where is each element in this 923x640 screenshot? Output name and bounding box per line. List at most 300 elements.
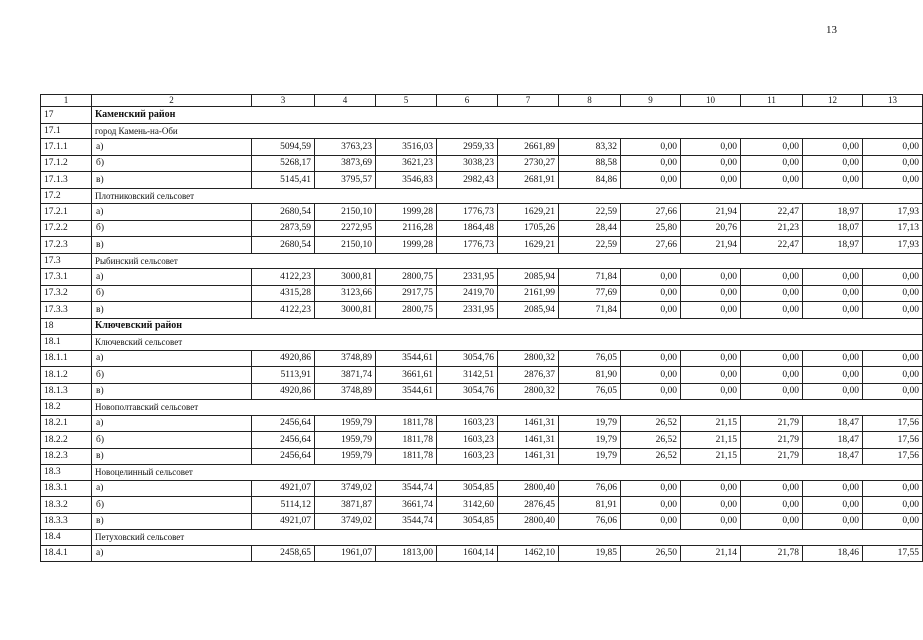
value-cell: 0,00: [681, 513, 741, 530]
value-cell: 2982,43: [437, 172, 498, 189]
value-cell: 21,79: [741, 415, 803, 432]
row-variant-label: в): [92, 513, 252, 530]
value-cell: 3621,23: [376, 155, 437, 172]
value-cell: 22,47: [741, 237, 803, 254]
row-code: 18.2.1: [41, 415, 92, 432]
value-cell: 1461,31: [498, 448, 559, 465]
value-cell: 1603,23: [437, 448, 498, 465]
value-cell: 3544,74: [376, 513, 437, 530]
row-variant-label: а): [92, 545, 252, 562]
value-cell: 0,00: [863, 139, 923, 156]
value-cell: 2116,28: [376, 220, 437, 237]
value-cell: 3054,76: [437, 383, 498, 400]
value-cell: 0,00: [681, 172, 741, 189]
value-cell: 2680,54: [252, 237, 315, 254]
value-cell: 28,44: [559, 220, 621, 237]
value-cell: 4122,23: [252, 269, 315, 286]
value-cell: 0,00: [621, 367, 681, 384]
row-variant-label: а): [92, 269, 252, 286]
value-cell: 5114,12: [252, 497, 315, 514]
value-cell: 0,00: [681, 285, 741, 302]
value-cell: 18,47: [803, 432, 863, 449]
value-cell: 17,93: [863, 237, 923, 254]
value-cell: 0,00: [741, 480, 803, 497]
table-row: [41, 220, 923, 237]
value-cell: 1603,23: [437, 415, 498, 432]
value-cell: 71,84: [559, 302, 621, 319]
value-cell: 1961,07: [315, 545, 376, 562]
value-cell: 0,00: [621, 513, 681, 530]
district-row: [41, 107, 923, 124]
value-cell: 21,15: [681, 448, 741, 465]
settlement-name: город Камень-на-Оби: [92, 123, 923, 139]
value-cell: 3661,61: [376, 367, 437, 384]
row-variant-label: б): [92, 367, 252, 384]
value-cell: 5268,17: [252, 155, 315, 172]
value-cell: 17,55: [863, 545, 923, 562]
settlement-row: [41, 335, 923, 351]
value-cell: 2085,94: [498, 269, 559, 286]
value-cell: 17,56: [863, 415, 923, 432]
value-cell: 2873,59: [252, 220, 315, 237]
value-cell: 0,00: [681, 350, 741, 367]
value-cell: 5094,59: [252, 139, 315, 156]
page-number: 13: [826, 24, 837, 36]
value-cell: 18,97: [803, 237, 863, 254]
row-code: 18.3.2: [41, 497, 92, 514]
value-cell: 84,86: [559, 172, 621, 189]
value-cell: 1461,31: [498, 432, 559, 449]
value-cell: 2681,91: [498, 172, 559, 189]
row-code: 17.2: [41, 188, 92, 204]
value-cell: 0,00: [741, 172, 803, 189]
table-body: [41, 95, 923, 562]
value-cell: 21,23: [741, 220, 803, 237]
value-cell: 0,00: [741, 513, 803, 530]
row-code: 18: [41, 318, 92, 335]
settlement-name: Новоцелинный сельсовет: [92, 465, 923, 481]
value-cell: 21,78: [741, 545, 803, 562]
row-code: 18.4.1: [41, 545, 92, 562]
row-variant-label: б): [92, 220, 252, 237]
value-cell: 21,94: [681, 237, 741, 254]
value-cell: 0,00: [621, 172, 681, 189]
column-number-header: 6: [437, 95, 498, 107]
value-cell: 1813,00: [376, 545, 437, 562]
value-cell: 81,91: [559, 497, 621, 514]
column-number-header: 8: [559, 95, 621, 107]
value-cell: 2331,95: [437, 269, 498, 286]
row-variant-label: б): [92, 497, 252, 514]
value-cell: 3749,02: [315, 480, 376, 497]
row-variant-label: в): [92, 383, 252, 400]
value-cell: 1629,21: [498, 237, 559, 254]
value-cell: 22,59: [559, 204, 621, 221]
value-cell: 2661,89: [498, 139, 559, 156]
value-cell: 3544,61: [376, 350, 437, 367]
value-cell: 2150,10: [315, 204, 376, 221]
value-cell: 3123,66: [315, 285, 376, 302]
value-cell: 0,00: [803, 269, 863, 286]
settlement-name: Петуховский сельсовет: [92, 530, 923, 546]
column-number-header: 10: [681, 95, 741, 107]
value-cell: 1776,73: [437, 237, 498, 254]
column-number-header: 1: [41, 95, 92, 107]
value-cell: 2272,95: [315, 220, 376, 237]
value-cell: 0,00: [621, 350, 681, 367]
value-cell: 2800,75: [376, 269, 437, 286]
table-row: [41, 285, 923, 302]
settlement-row: [41, 400, 923, 416]
value-cell: 5145,41: [252, 172, 315, 189]
table-row: [41, 302, 923, 319]
value-cell: 0,00: [863, 285, 923, 302]
district-name: Ключевский район: [92, 318, 923, 335]
value-cell: 0,00: [621, 285, 681, 302]
value-cell: 3054,76: [437, 350, 498, 367]
value-cell: 1705,26: [498, 220, 559, 237]
value-cell: 18,47: [803, 415, 863, 432]
value-cell: 4921,07: [252, 480, 315, 497]
table-row: [41, 497, 923, 514]
value-cell: 0,00: [681, 383, 741, 400]
value-cell: 0,00: [741, 302, 803, 319]
value-cell: 26,52: [621, 448, 681, 465]
value-cell: 1462,10: [498, 545, 559, 562]
value-cell: 17,93: [863, 204, 923, 221]
value-cell: 0,00: [863, 302, 923, 319]
value-cell: 3038,23: [437, 155, 498, 172]
value-cell: 1629,21: [498, 204, 559, 221]
value-cell: 1959,79: [315, 432, 376, 449]
value-cell: 0,00: [681, 302, 741, 319]
value-cell: 0,00: [621, 497, 681, 514]
row-variant-label: б): [92, 432, 252, 449]
table-row: [41, 204, 923, 221]
value-cell: 0,00: [863, 367, 923, 384]
value-cell: 21,15: [681, 415, 741, 432]
value-cell: 0,00: [681, 155, 741, 172]
value-cell: 1999,28: [376, 237, 437, 254]
value-cell: 27,66: [621, 204, 681, 221]
value-cell: 26,50: [621, 545, 681, 562]
row-code: 18.2.3: [41, 448, 92, 465]
value-cell: 3000,81: [315, 302, 376, 319]
value-cell: 0,00: [741, 285, 803, 302]
row-variant-label: в): [92, 237, 252, 254]
value-cell: 0,00: [803, 302, 863, 319]
value-cell: 3749,02: [315, 513, 376, 530]
value-cell: 0,00: [803, 155, 863, 172]
value-cell: 19,79: [559, 432, 621, 449]
value-cell: 21,79: [741, 432, 803, 449]
row-code: 17.2.2: [41, 220, 92, 237]
value-cell: 2876,45: [498, 497, 559, 514]
row-variant-label: в): [92, 302, 252, 319]
row-variant-label: а): [92, 480, 252, 497]
value-cell: 1603,23: [437, 432, 498, 449]
settlement-name: Рыбинский сельсовет: [92, 253, 923, 269]
settlement-row: [41, 465, 923, 481]
value-cell: 0,00: [803, 172, 863, 189]
value-cell: 1864,48: [437, 220, 498, 237]
row-code: 17: [41, 107, 92, 124]
value-cell: 21,14: [681, 545, 741, 562]
value-cell: 0,00: [803, 497, 863, 514]
value-cell: 0,00: [863, 350, 923, 367]
settlement-name: Новополтавский сельсовет: [92, 400, 923, 416]
value-cell: 1811,78: [376, 448, 437, 465]
value-cell: 0,00: [803, 367, 863, 384]
value-cell: 21,79: [741, 448, 803, 465]
value-cell: 0,00: [863, 155, 923, 172]
table-row: [41, 172, 923, 189]
value-cell: 0,00: [741, 269, 803, 286]
value-cell: 17,13: [863, 220, 923, 237]
value-cell: 2458,65: [252, 545, 315, 562]
value-cell: 0,00: [803, 139, 863, 156]
settlement-name: Плотниковский сельсовет: [92, 188, 923, 204]
column-number-header: 11: [741, 95, 803, 107]
value-cell: 22,59: [559, 237, 621, 254]
value-cell: 19,79: [559, 415, 621, 432]
value-cell: 71,84: [559, 269, 621, 286]
table-row: [41, 155, 923, 172]
value-cell: 2419,70: [437, 285, 498, 302]
value-cell: 81,90: [559, 367, 621, 384]
row-code: 18.3: [41, 465, 92, 481]
value-cell: 3142,51: [437, 367, 498, 384]
column-number-header: 7: [498, 95, 559, 107]
value-cell: 4920,86: [252, 350, 315, 367]
value-cell: 0,00: [681, 367, 741, 384]
value-cell: 0,00: [621, 269, 681, 286]
value-cell: 3544,74: [376, 480, 437, 497]
row-variant-label: в): [92, 172, 252, 189]
value-cell: 3763,23: [315, 139, 376, 156]
table-row: [41, 448, 923, 465]
header-row: [41, 95, 923, 107]
value-cell: 2331,95: [437, 302, 498, 319]
value-cell: 2800,75: [376, 302, 437, 319]
value-cell: 76,06: [559, 513, 621, 530]
value-cell: 4315,28: [252, 285, 315, 302]
value-cell: 1959,79: [315, 448, 376, 465]
table-row: [41, 415, 923, 432]
value-cell: 2085,94: [498, 302, 559, 319]
row-variant-label: а): [92, 139, 252, 156]
value-cell: 21,94: [681, 204, 741, 221]
settlement-row: [41, 253, 923, 269]
value-cell: 19,85: [559, 545, 621, 562]
value-cell: 2730,27: [498, 155, 559, 172]
value-cell: 0,00: [803, 285, 863, 302]
value-cell: 0,00: [803, 383, 863, 400]
row-code: 18.1.2: [41, 367, 92, 384]
value-cell: 76,05: [559, 350, 621, 367]
value-cell: 0,00: [621, 139, 681, 156]
value-cell: 3748,89: [315, 350, 376, 367]
value-cell: 0,00: [621, 302, 681, 319]
row-code: 17.1.1: [41, 139, 92, 156]
row-code: 18.1: [41, 335, 92, 351]
value-cell: 83,32: [559, 139, 621, 156]
value-cell: 2800,40: [498, 513, 559, 530]
row-code: 18.3.1: [41, 480, 92, 497]
value-cell: 1811,78: [376, 432, 437, 449]
table-row: [41, 513, 923, 530]
value-cell: 21,15: [681, 432, 741, 449]
row-code: 17.3.2: [41, 285, 92, 302]
value-cell: 0,00: [863, 497, 923, 514]
value-cell: 0,00: [621, 155, 681, 172]
value-cell: 76,06: [559, 480, 621, 497]
row-code: 17.3: [41, 253, 92, 269]
row-code: 18.2.2: [41, 432, 92, 449]
value-cell: 0,00: [741, 383, 803, 400]
table-row: [41, 432, 923, 449]
table-row: [41, 383, 923, 400]
value-cell: 0,00: [863, 383, 923, 400]
value-cell: 26,52: [621, 415, 681, 432]
value-cell: 26,52: [621, 432, 681, 449]
column-number-header: 4: [315, 95, 376, 107]
table-row: [41, 139, 923, 156]
value-cell: 88,58: [559, 155, 621, 172]
row-code: 17.2.3: [41, 237, 92, 254]
value-cell: 18,47: [803, 448, 863, 465]
value-cell: 3546,83: [376, 172, 437, 189]
value-cell: 2876,37: [498, 367, 559, 384]
row-code: 17.1: [41, 123, 92, 139]
value-cell: 27,66: [621, 237, 681, 254]
value-cell: 76,05: [559, 383, 621, 400]
value-cell: 3661,74: [376, 497, 437, 514]
value-cell: 1999,28: [376, 204, 437, 221]
value-cell: 17,56: [863, 448, 923, 465]
value-cell: 0,00: [621, 480, 681, 497]
row-variant-label: а): [92, 204, 252, 221]
row-code: 18.1.3: [41, 383, 92, 400]
value-cell: 2800,40: [498, 480, 559, 497]
value-cell: 18,46: [803, 545, 863, 562]
value-cell: 1959,79: [315, 415, 376, 432]
value-cell: 5113,91: [252, 367, 315, 384]
value-cell: 0,00: [741, 139, 803, 156]
value-cell: 3054,85: [437, 480, 498, 497]
value-cell: 0,00: [863, 480, 923, 497]
value-cell: 22,47: [741, 204, 803, 221]
value-cell: 0,00: [803, 480, 863, 497]
value-cell: 3871,87: [315, 497, 376, 514]
value-cell: 77,69: [559, 285, 621, 302]
value-cell: 18,07: [803, 220, 863, 237]
column-number-header: 3: [252, 95, 315, 107]
value-cell: 18,97: [803, 204, 863, 221]
value-cell: 2456,64: [252, 415, 315, 432]
value-cell: 3054,85: [437, 513, 498, 530]
value-cell: 3544,61: [376, 383, 437, 400]
row-code: 17.1.2: [41, 155, 92, 172]
value-cell: 1604,14: [437, 545, 498, 562]
value-cell: 0,00: [621, 383, 681, 400]
value-cell: 3142,60: [437, 497, 498, 514]
row-code: 18.4: [41, 530, 92, 546]
district-row: [41, 318, 923, 335]
table-row: [41, 545, 923, 562]
row-code: 18.3.3: [41, 513, 92, 530]
row-variant-label: а): [92, 415, 252, 432]
value-cell: 3871,74: [315, 367, 376, 384]
row-variant-label: в): [92, 448, 252, 465]
value-cell: 25,80: [621, 220, 681, 237]
row-code: 18.2: [41, 400, 92, 416]
value-cell: 0,00: [741, 350, 803, 367]
value-cell: 3000,81: [315, 269, 376, 286]
tariff-table: [40, 94, 923, 562]
value-cell: 19,79: [559, 448, 621, 465]
value-cell: 1811,78: [376, 415, 437, 432]
column-number-header: 2: [92, 95, 252, 107]
value-cell: 0,00: [681, 269, 741, 286]
value-cell: 0,00: [863, 269, 923, 286]
settlement-name: Ключевский сельсовет: [92, 335, 923, 351]
row-variant-label: б): [92, 285, 252, 302]
value-cell: 3748,89: [315, 383, 376, 400]
value-cell: 0,00: [863, 172, 923, 189]
column-number-header: 9: [621, 95, 681, 107]
value-cell: 0,00: [681, 139, 741, 156]
value-cell: 1461,31: [498, 415, 559, 432]
value-cell: 4122,23: [252, 302, 315, 319]
value-cell: 0,00: [681, 497, 741, 514]
value-cell: 4920,86: [252, 383, 315, 400]
table-row: [41, 480, 923, 497]
settlement-row: [41, 530, 923, 546]
table-row: [41, 350, 923, 367]
value-cell: 20,76: [681, 220, 741, 237]
value-cell: 0,00: [863, 513, 923, 530]
value-cell: 2800,32: [498, 383, 559, 400]
value-cell: 3873,69: [315, 155, 376, 172]
district-name: Каменский район: [92, 107, 923, 124]
value-cell: 2959,33: [437, 139, 498, 156]
value-cell: 0,00: [803, 350, 863, 367]
table-row: [41, 269, 923, 286]
value-cell: 2800,32: [498, 350, 559, 367]
value-cell: 0,00: [741, 497, 803, 514]
value-cell: 0,00: [803, 513, 863, 530]
settlement-row: [41, 123, 923, 139]
value-cell: 17,56: [863, 432, 923, 449]
value-cell: 4921,07: [252, 513, 315, 530]
row-variant-label: а): [92, 350, 252, 367]
row-code: 17.3.3: [41, 302, 92, 319]
row-variant-label: б): [92, 155, 252, 172]
column-number-header: 13: [863, 95, 923, 107]
row-code: 17.2.1: [41, 204, 92, 221]
value-cell: 2456,64: [252, 432, 315, 449]
value-cell: 0,00: [741, 155, 803, 172]
value-cell: 2161,99: [498, 285, 559, 302]
row-code: 17.3.1: [41, 269, 92, 286]
row-code: 17.1.3: [41, 172, 92, 189]
column-number-header: 12: [803, 95, 863, 107]
value-cell: 2917,75: [376, 285, 437, 302]
value-cell: 3516,03: [376, 139, 437, 156]
table-row: [41, 237, 923, 254]
value-cell: 1776,73: [437, 204, 498, 221]
